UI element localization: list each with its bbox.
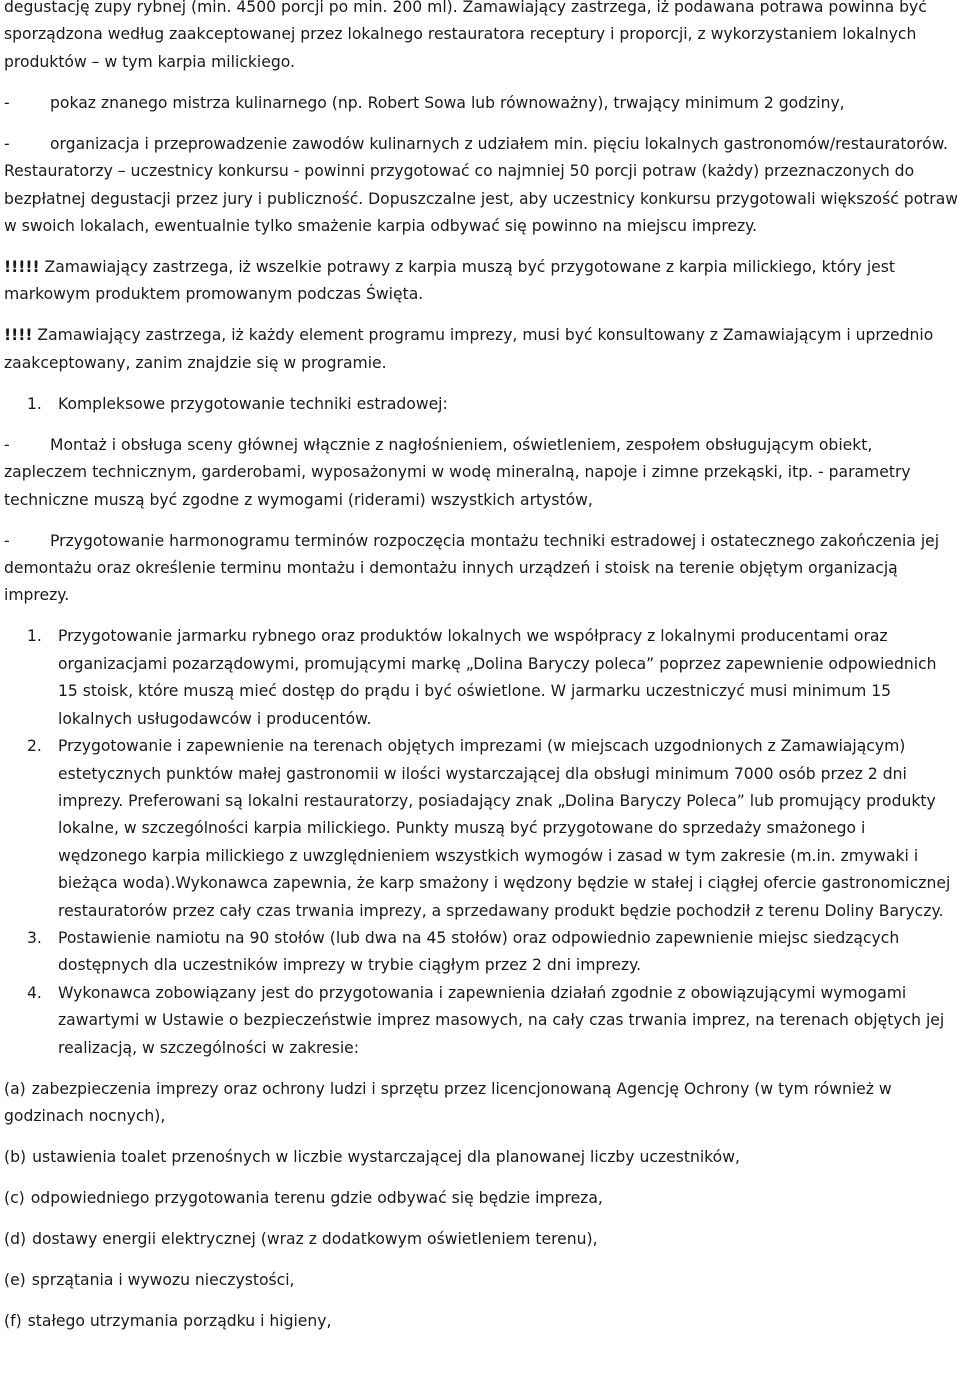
lettered-item-text: sprzątania i wywozu nieczystości, bbox=[31, 1270, 295, 1289]
lettered-item-text: ustawienia toalet przenośnych w liczbie wystarczającej dla planowanej liczby uczestników, bbox=[32, 1147, 740, 1166]
dash-item-text: organizacja i przeprowadzenie zawodów kulinarnych z udziałem min. pięciu lokalnych gastronomów/restauratorów. Restauratorzy – uczestnicy konkursu - powinni przygotować co najmniej 50 porcji potraw (każdy) przeznaczonych do bezpłatnej degustacji przez jury i publiczność. Dopuszczalne jest, aby uczestnicy konkursu przygotowali większość potraw w swoich lokalach, ewentualnie tylko smażenie karpia odbywać się powinno na miejscu imprezy. bbox=[4, 134, 959, 236]
tech-item-text: Przygotowanie harmonogramu terminów rozpoczęcia montażu techniki estradowej i ostatecznego zakończenia jej demontażu oraz określenie terminu montażu i demontażu innych urządzeń i stoisk na terenie objętym organizacją imprezy. bbox=[4, 531, 940, 605]
numbered-item-gastronomy bbox=[4, 733, 958, 925]
note-carp-origin bbox=[4, 254, 958, 309]
dash-marker: - bbox=[4, 134, 10, 153]
lettered-item-text: odpowiedniego przygotowania terenu gdzie odbywać się będzie impreza, bbox=[30, 1188, 603, 1207]
lettered-item-electricity bbox=[4, 1226, 958, 1253]
note-mark: !!!! bbox=[4, 326, 33, 345]
numbered-item-text: Przygotowanie i zapewnienie na terenach objętych imprezami (w miejscach uzgodnionych z Zamawiającym) estetycznych punktów małej gastronomii w ilości wystarczającej dla obsługi minimum 7000 osób przez 2 dni imprezy. Preferowani są lokalni restauratorzy, posiadający znak „Dolina Baryczy Poleca” lub promujący produkty lokalne, w szczególności karpia milickiego. Punkty muszą być przygotowane do sprzedaży smażonego i wędzonego karpia milickiego z uwzględnieniem wszystkich wymogów i zasad w tym zakresie (m.in. zmywaki i bieżąca woda).Wykonawca zapewnia, że karp smażony i wędzony będzie w stałej i ciągłej ofercie gastronomicznej restauratorów przez cały czas trwania imprezy, a sprzedawany produkt będzie pochodził z terenu Doliny Baryczy. bbox=[58, 737, 951, 920]
numbered-item-tent bbox=[4, 925, 958, 980]
dash-item-text: pokaz znanego mistrza kulinarnego (np. Robert Sowa lub równoważny), trwający minimum 2 godziny, bbox=[50, 93, 845, 112]
tech-item-schedule bbox=[4, 528, 958, 610]
numbered-item-text: Postawienie namiotu na 90 stołów (lub dwa na 45 stołów) oraz odpowiednio zapewnienie miejsc siedzących dostępnych dla uczestników imprezy w trybie ciągłym przez 2 dni imprezy. bbox=[58, 928, 900, 975]
section-heading-text: Kompleksowe przygotowanie techniki estradowej: bbox=[58, 394, 448, 413]
dash-item-chef-show bbox=[4, 90, 958, 117]
lettered-item-toilets bbox=[4, 1144, 958, 1171]
tech-item-text: Montaż i obsługa sceny głównej włącznie z nagłośnieniem, oświetleniem, zespołem obsługującym obiekt, zapleczem technicznym, garderobami, wyposażonymi w wodę mineralną, napoje i zimne przekąski, itp. - parametry techniczne muszą być zgodne z wymogami (riderami) wszystkich artystów, bbox=[4, 435, 911, 509]
list-letter: (b) bbox=[4, 1147, 27, 1166]
lettered-item-site-prep bbox=[4, 1185, 958, 1212]
section-stage-technique-heading bbox=[4, 391, 958, 418]
list-number: 1. bbox=[27, 627, 42, 646]
lettered-item-text: dostawy energii elektrycznej (wraz z dodatkowym oświetleniem terenu), bbox=[32, 1229, 598, 1248]
list-letter: (c) bbox=[4, 1188, 25, 1207]
lettered-item-cleaning bbox=[4, 1267, 958, 1294]
list-letter: (a) bbox=[4, 1079, 26, 1098]
numbered-list bbox=[4, 623, 958, 1062]
note-text: Zamawiający zastrzega, iż wszelkie potrawy z karpia muszą być przygotowane z karpia milickiego, który jest markowym produktem promowanym podczas Święta. bbox=[4, 258, 896, 304]
lettered-item-security bbox=[4, 1076, 958, 1131]
lettered-item-hygiene bbox=[4, 1308, 958, 1335]
list-number: 2. bbox=[27, 737, 42, 756]
note-program-consultation bbox=[4, 322, 958, 377]
list-number: 3. bbox=[27, 928, 42, 947]
list-number: 1. bbox=[27, 394, 42, 413]
numbered-item-fish-fair bbox=[4, 623, 958, 733]
note-mark: !!!!! bbox=[4, 258, 40, 277]
list-letter: (f) bbox=[4, 1311, 22, 1330]
list-letter: (d) bbox=[4, 1229, 27, 1248]
document-page bbox=[4, 0, 958, 1349]
dash-marker: - bbox=[4, 531, 10, 550]
dash-item-cooking-contest bbox=[4, 131, 958, 241]
numbered-item-text: Wykonawca zobowiązany jest do przygotowania i zapewnienia działań zgodnie z obowiązującymi wymogami zawartymi w Ustawie o bezpieczeństwie imprez masowych, na cały czas trwania imprez, na terenach objętych jej realizacją, w szczególności w zakresie: bbox=[58, 983, 945, 1057]
numbered-item-text: Przygotowanie jarmarku rybnego oraz produktów lokalnych we współpracy z lokalnymi producentami oraz organizacjami pozarządowymi, promującymi markę „Dolina Baryczy poleca” poprzez zapewnienie odpowiednich 15 stoisk, które muszą mieć dostęp do prądu i być oświetlone. W jarmarku uczestniczyć musi minimum 15 lokalnych usługodawców i producentów. bbox=[58, 627, 937, 728]
list-number: 4. bbox=[27, 983, 42, 1002]
dash-marker: - bbox=[4, 435, 10, 454]
intro-paragraph: degustację zupy rybnej (min. 4500 porcji po min. 200 ml). Zamawiający zastrzega, iż podawana potrawa powinna być sporządzona według zaakceptowanej przez lokalnego restauratora receptury i proporcji, z wykorzystaniem lokalnych produktów – w tym karpia milickiego. bbox=[4, 0, 927, 71]
lettered-item-text: stałego utrzymania porządku i higieny, bbox=[27, 1311, 332, 1330]
numbered-item-safety bbox=[4, 980, 958, 1062]
lettered-item-text: zabezpieczenia imprezy oraz ochrony ludzi i sprzętu przez licencjonowaną Agencję Ochrony (w tym również w godzinach nocnych), bbox=[4, 1079, 892, 1125]
list-letter: (e) bbox=[4, 1270, 26, 1289]
dash-marker: - bbox=[4, 93, 10, 112]
note-text: Zamawiający zastrzega, iż każdy element programu imprezy, musi być konsultowany z Zamawiającym i uprzednio zaakceptowany, zanim znajdzie się w programie. bbox=[4, 326, 934, 372]
tech-item-stage-setup bbox=[4, 432, 958, 514]
